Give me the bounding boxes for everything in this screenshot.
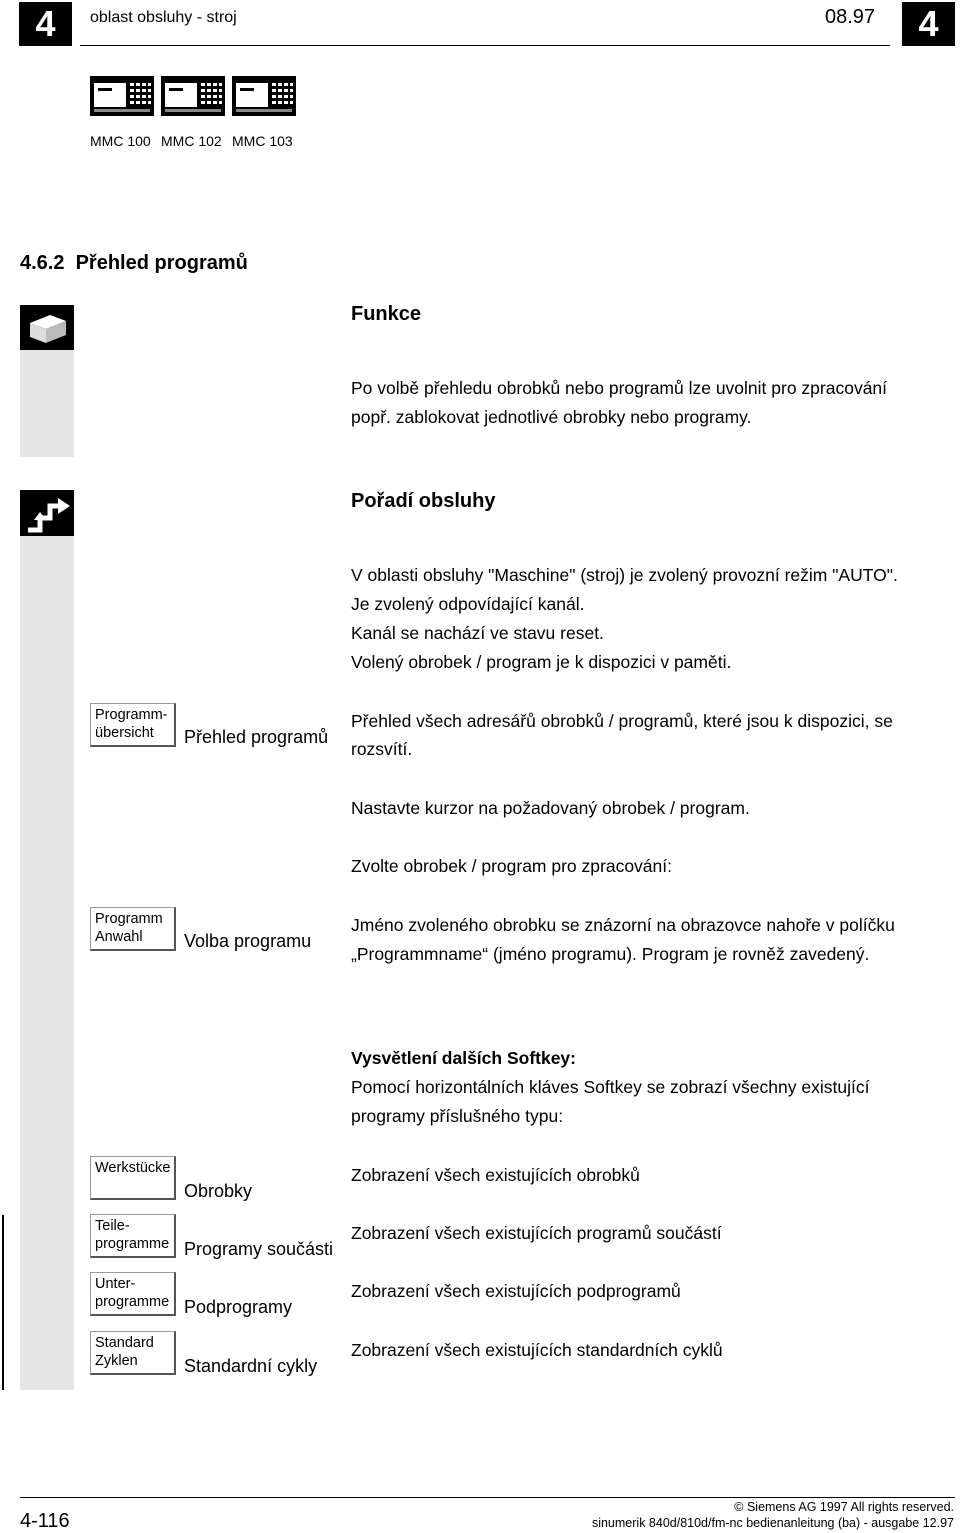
softkey-werkstuecke[interactable]: Werkstücke xyxy=(90,1156,176,1200)
change-bar xyxy=(2,1215,4,1390)
softkey-unterprogramme-label: Podprogramy xyxy=(184,1297,293,1317)
funkce-line-2: popř. zablokovat jednotlivé obrobky nebo programy. xyxy=(351,407,752,427)
funkce-line-1: Po volbě přehledu obrobků nebo programů lze uvolnit pro zpracování xyxy=(351,378,888,398)
step1-label: Přehled programů xyxy=(184,727,329,747)
section-title: 4.6.2 Přehled programů xyxy=(20,252,248,274)
explain-heading: Vysvětlení dalších Softkey: xyxy=(351,1048,576,1068)
step2-label: Volba programu xyxy=(184,931,312,951)
softkey-werkstuecke-label: Obrobky xyxy=(184,1181,253,1201)
chapter-badge-left: 4 xyxy=(19,2,72,46)
explain-line-1: Pomocí horizontálních kláves Softkey se zobrazí všechny existující xyxy=(351,1077,870,1097)
poradi-line-2: Je zvolený odpovídající kanál. xyxy=(351,594,585,614)
header-rule xyxy=(80,45,890,46)
select-text: Zvolte obrobek / program pro zpracování: xyxy=(351,856,672,876)
mmc-103-icon xyxy=(232,76,296,116)
softkey-werkstuecke-desc: Zobrazení všech existujících obrobků xyxy=(351,1165,640,1185)
function-cube-icon xyxy=(20,305,74,350)
step1-line-1: Přehled všech adresářů obrobků / programů, které jsou k dispozici, se xyxy=(351,711,893,731)
softkey-teileprogramme-label: Programy součásti xyxy=(184,1239,334,1259)
mmc-102-label: MMC 102 xyxy=(161,133,222,149)
page-number: 4-116 xyxy=(20,1510,70,1532)
softkey-standard-zyklen-label: Standardní cykly xyxy=(184,1356,318,1376)
chapter-badge-right: 4 xyxy=(902,2,955,46)
poradi-line-3: Kanál se nachází ve stavu reset. xyxy=(351,623,604,643)
poradi-line-1: V oblasti obsluhy "Maschine" (stroj) je zvolený provozní režim "AUTO". xyxy=(351,565,898,585)
poradi-line-4: Volený obrobek / program je k dispozici v paměti. xyxy=(351,652,732,672)
mmc-100-label: MMC 100 xyxy=(90,133,151,149)
softkey-standard-zyklen-desc: Zobrazení všech existujících standardních cyklů xyxy=(351,1340,723,1360)
funkce-heading: Funkce xyxy=(351,303,422,325)
footer-rule xyxy=(20,1497,955,1498)
step2-line-1: Jméno zvoleného obrobku se znázorní na obrazovce nahoře v políčku xyxy=(351,915,895,935)
step2-line-2: „Programmname“ (jméno programu). Program je rovněž zavedený. xyxy=(351,944,870,964)
header-date: 08.97 xyxy=(825,6,876,28)
cursor-text: Nastavte kurzor na požadovaný obrobek / program. xyxy=(351,798,750,818)
footer-copyright: © Siemens AG 1997 All rights reserved. xyxy=(734,1500,954,1514)
header-section: oblast obsluhy - stroj xyxy=(90,9,237,26)
sequence-steps-icon xyxy=(20,490,74,536)
mmc-103-label: MMC 103 xyxy=(232,133,293,149)
softkey-unterprogramme[interactable]: Unter- programme xyxy=(90,1272,176,1316)
softkey-teileprogramme-desc: Zobrazení všech existujících programů součástí xyxy=(351,1223,722,1243)
mmc-100-icon xyxy=(90,76,154,116)
softkey-standard-zyklen[interactable]: Standard Zyklen xyxy=(90,1331,176,1375)
explain-line-2: programy příslušného typu: xyxy=(351,1106,564,1126)
footer-doc: sinumerik 840d/810d/fm-nc bedienanleitung (ba) - ausgabe 12.97 xyxy=(591,1516,954,1530)
mmc-102-icon xyxy=(161,76,225,116)
steps-sidebar xyxy=(20,490,74,1390)
step1-line-2: rozsvítí. xyxy=(351,739,413,759)
softkey-teileprogramme[interactable]: Teile- programme xyxy=(90,1214,176,1258)
softkey-unterprogramme-desc: Zobrazení všech existujících podprogramů xyxy=(351,1281,681,1301)
softkey-programmuebersicht[interactable]: Programm- übersicht xyxy=(90,703,176,747)
poradi-heading: Pořadí obsluhy xyxy=(351,490,496,512)
softkey-programm-anwahl[interactable]: Programm Anwahl xyxy=(90,907,176,951)
